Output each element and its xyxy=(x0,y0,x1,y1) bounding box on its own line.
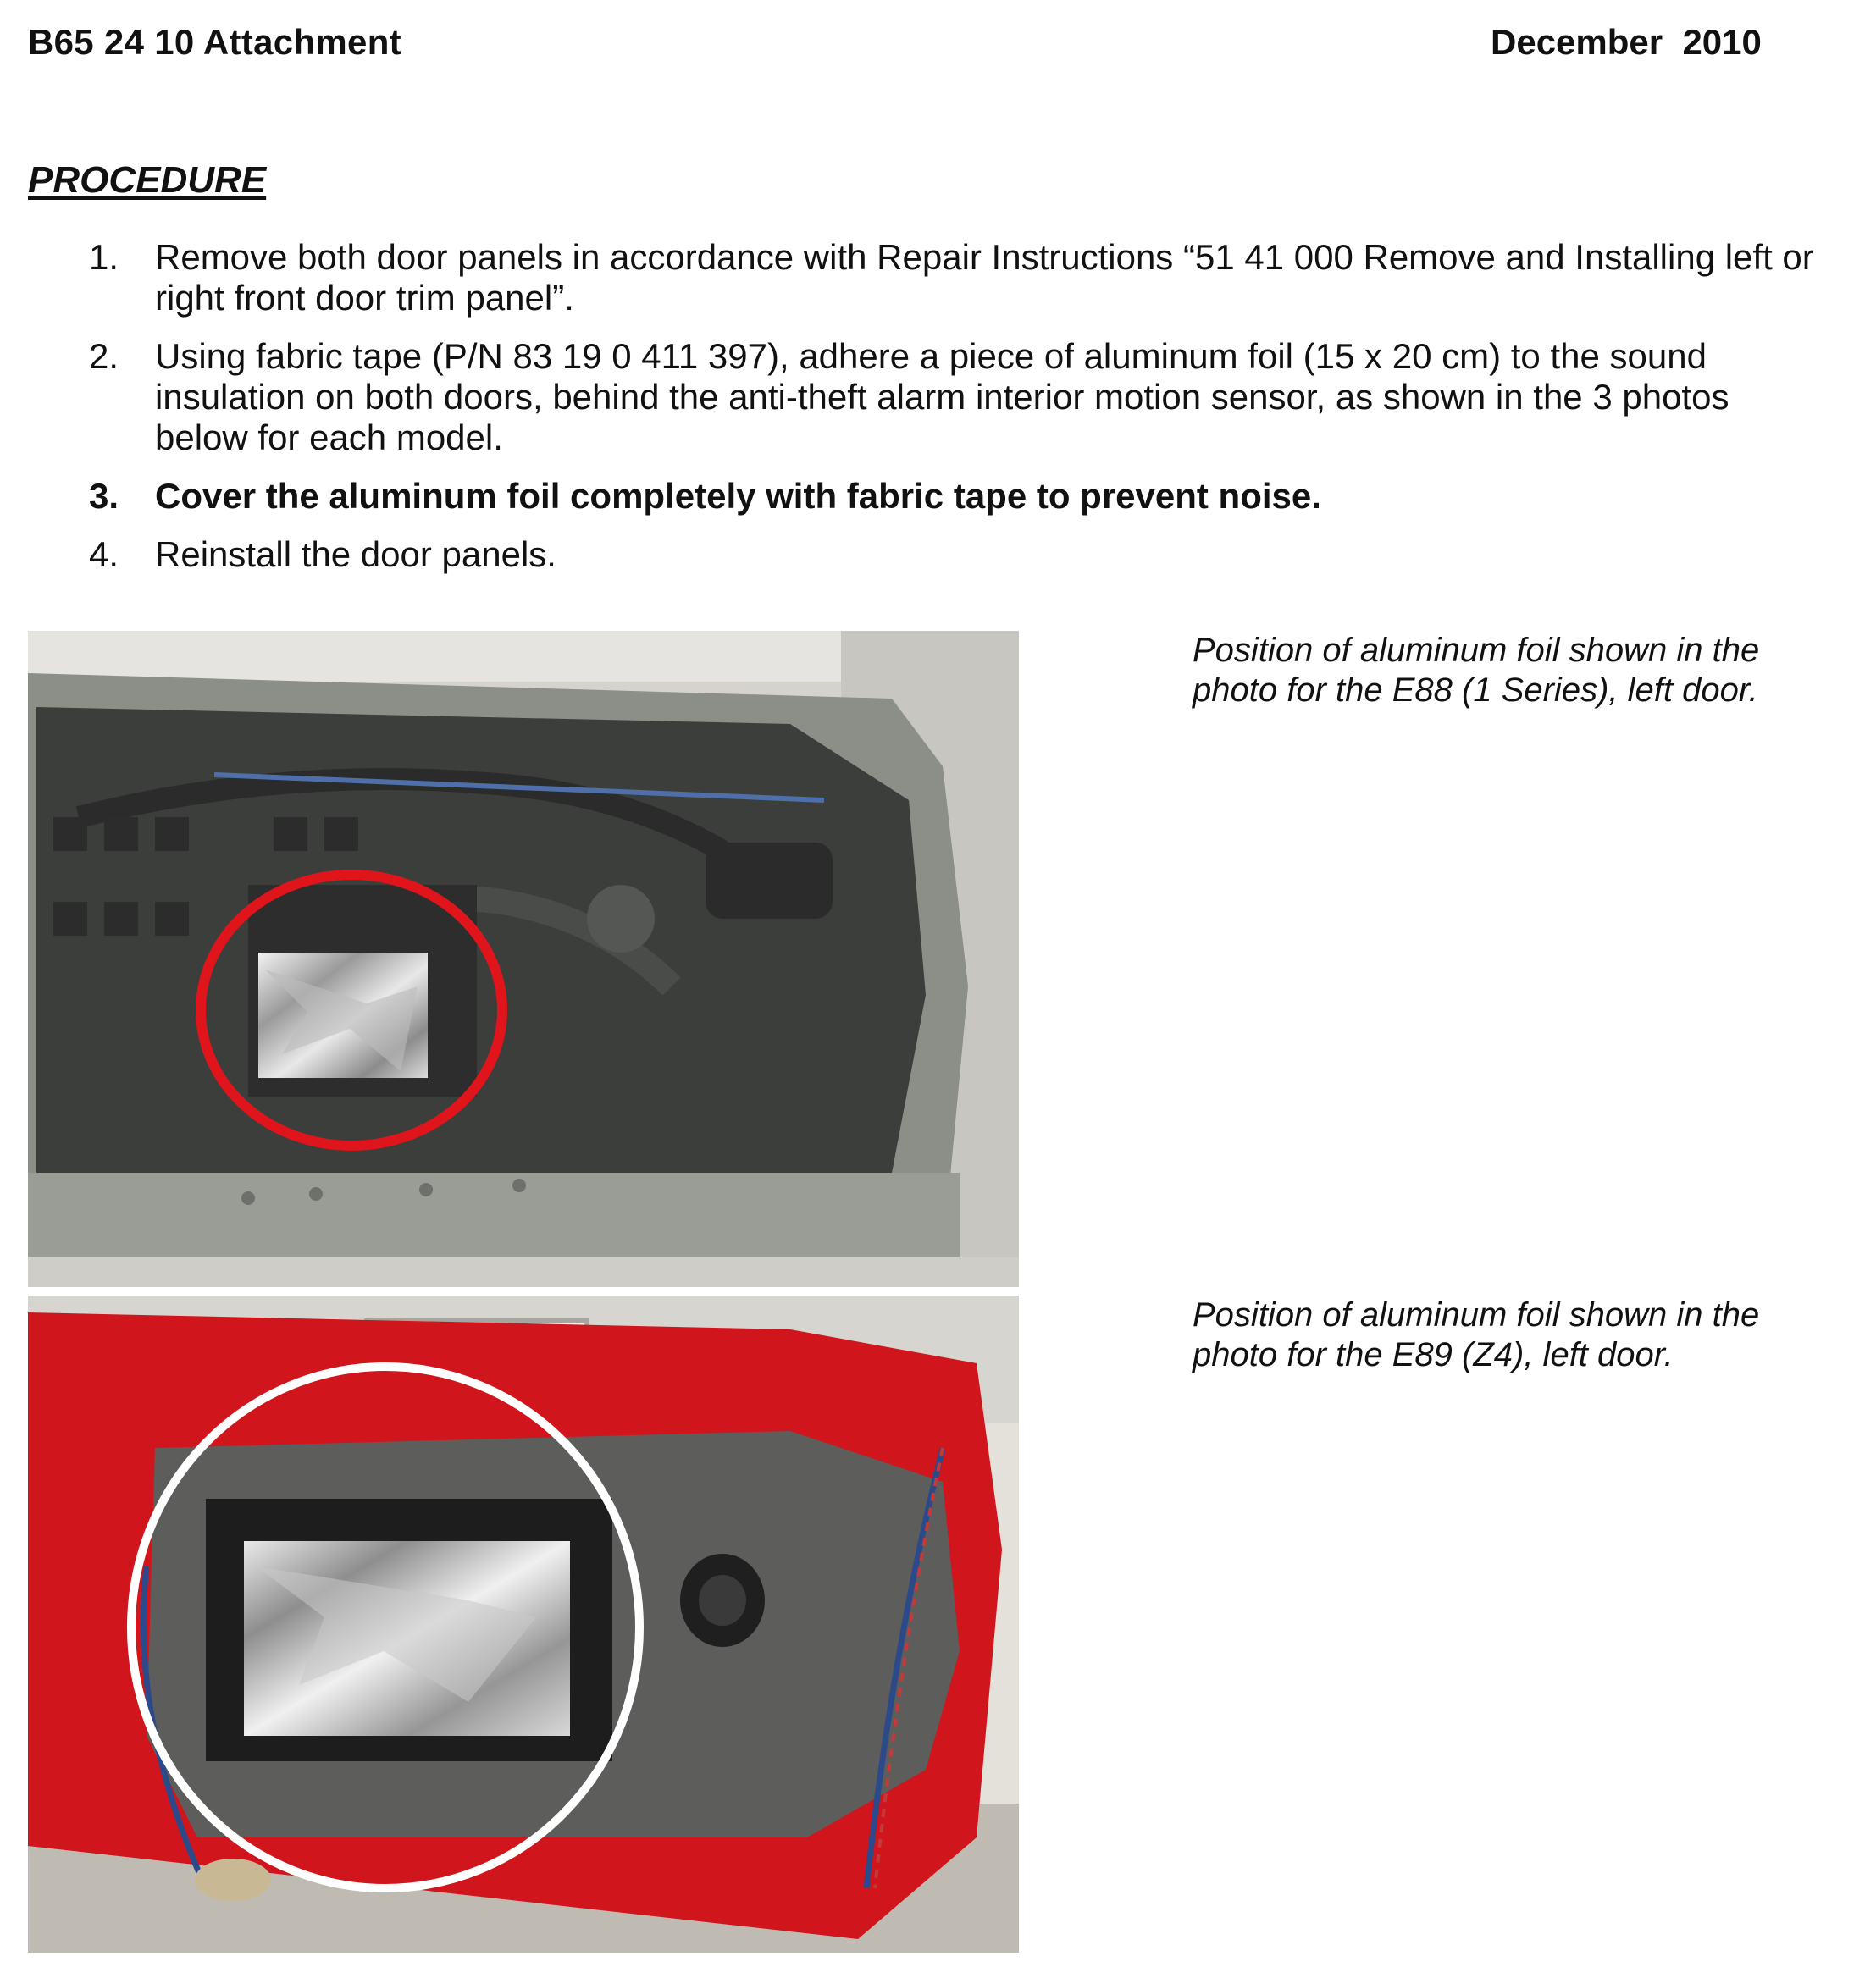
photo-e88-left-door xyxy=(28,631,1019,1287)
step-1 xyxy=(89,237,1817,318)
step-number: 1. xyxy=(89,237,119,277)
figure-caption-e89: Position of aluminum foil shown in the photo for the E89 (Z4), left door. xyxy=(1193,1296,1760,1373)
document-date: December 2010 xyxy=(1491,22,1762,62)
figure-caption-e88: Position of aluminum foil shown in the photo for the E88 (1 Series), left door. xyxy=(1193,632,1760,709)
door-photo-illustration xyxy=(28,631,1019,1287)
step-text: Remove both door panels in accordance with Repair Instructions “51 41 000 Remove and Installing left or right front door trim panel”. xyxy=(155,237,1814,318)
step-number: 3. xyxy=(89,476,119,516)
step-3 xyxy=(89,476,1817,517)
section-title: PROCEDURE xyxy=(28,159,267,201)
document-id: B65 24 10 Attachment xyxy=(28,22,401,62)
step-2 xyxy=(89,336,1817,458)
step-text: Cover the aluminum foil completely with fabric tape to prevent noise. xyxy=(155,476,1321,516)
photo-e89-left-door xyxy=(28,1296,1019,1953)
step-number: 2. xyxy=(89,336,119,376)
step-text: Using fabric tape (P/N 83 19 0 411 397), adhere a piece of aluminum foil (15 x 20 cm) to the sound insulation on both doors, behind the anti-theft alarm interior motion sensor, as shown in the 3 photos below for each model. xyxy=(155,336,1729,457)
procedure-steps xyxy=(89,237,1817,593)
door-photo-illustration xyxy=(28,1296,1019,1953)
step-text: Reinstall the door panels. xyxy=(155,534,556,574)
step-4 xyxy=(89,534,1817,575)
step-number: 4. xyxy=(89,534,119,574)
